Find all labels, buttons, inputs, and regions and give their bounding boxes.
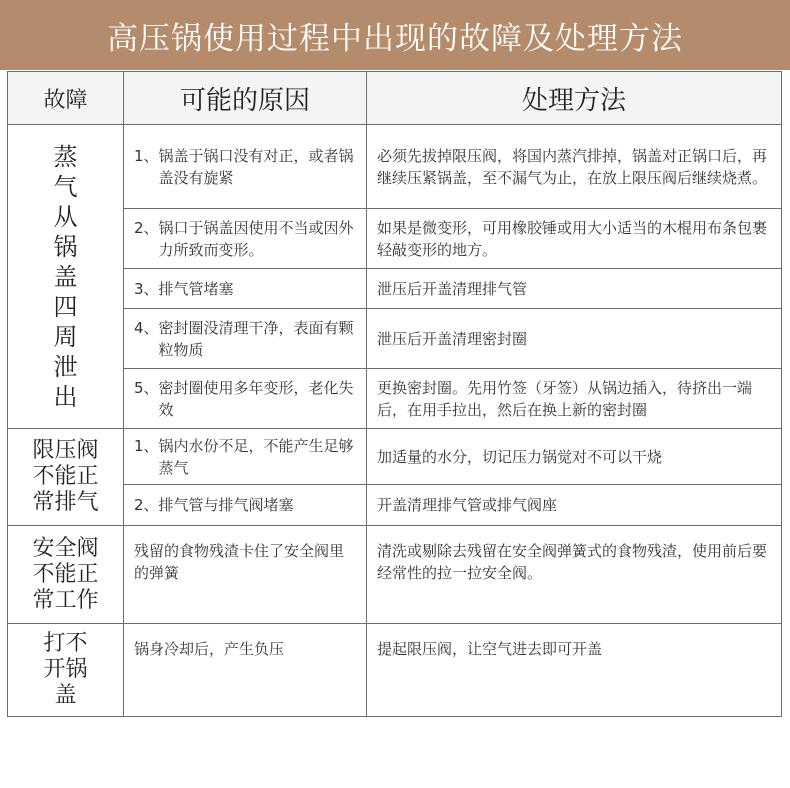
cause-cell	[124, 269, 367, 309]
table-row	[8, 209, 782, 269]
cause-number: 2、	[134, 496, 159, 514]
table-row	[8, 429, 782, 485]
cause-cell	[124, 209, 367, 269]
header-cause: 可能的原因	[124, 72, 367, 125]
fault-label: 限压阀不能正常排气	[32, 438, 99, 515]
fault-label: 安全阀不能正常工作	[32, 535, 99, 613]
solution-cell: 泄压后开盖清理排气管	[367, 269, 782, 309]
table-row	[8, 309, 782, 369]
fault-table	[7, 71, 782, 717]
header-row	[8, 72, 782, 125]
cause-number: 5、	[134, 378, 159, 397]
cause-cell	[124, 125, 367, 209]
solution-cell: 加适量的水分，切记压力锅觉对不可以干烧	[367, 429, 782, 485]
cause-cell	[124, 309, 367, 369]
cause-text: 锅口于锅盖因使用不当或因外力所致而变形。	[158, 218, 354, 259]
fault-label: 蒸气从锅盖四周泄出	[53, 142, 78, 411]
solution-cell: 必须先拔掉限压阀，将国内蒸汽排掉，锅盖对正锅口后，再继续压紧锅盖，至不漏气为止，在放上限压阀后继续烧煮。	[367, 125, 782, 209]
solution-cell: 清洗或剔除去残留在安全阀弹簧式的食物残渣，使用前后要经常性的拉一拉安全阀。	[367, 526, 782, 624]
cause-text: 密封圈使用多年变形，老化失效	[158, 378, 354, 419]
table-row	[8, 485, 782, 526]
fault-label: 打不开锅盖	[43, 631, 88, 708]
fault-category	[8, 624, 124, 717]
cause-number: 3、	[134, 279, 159, 298]
cause-number: 2、	[134, 218, 159, 237]
page-title: 高压锅使用过程中出现的故障及处理方法	[107, 20, 683, 57]
cause-cell	[124, 369, 367, 429]
fault-category	[8, 526, 124, 624]
cause-number: 1、	[134, 436, 159, 455]
solution-cell: 更换密封圈。先用竹签（牙签）从锅边插入，待挤出一端后，在用手拉出，然后在换上新的密封圈	[367, 369, 782, 429]
cause-cell	[124, 429, 367, 485]
cause-text: 排气管堵塞	[158, 279, 234, 298]
header-fault: 故障	[8, 72, 124, 125]
fault-category	[8, 429, 124, 526]
cause-number: 1、	[134, 146, 159, 165]
table-row	[8, 526, 782, 624]
cause-cell: 残留的食物残渣卡住了安全阀里的弹簧	[124, 526, 367, 624]
cause-text: 锅内水份不足，不能产生足够蒸气	[158, 436, 354, 477]
cause-text: 排气管与排气阀堵塞	[158, 496, 294, 514]
title-bar	[0, 0, 790, 70]
cause-number: 4、	[134, 318, 159, 337]
cause-text: 密封圈没清理干净，表面有颗粒物质	[158, 318, 354, 359]
cause-text: 锅盖于锅口没有对正，或者锅盖没有旋紧	[158, 146, 354, 187]
table-row	[8, 369, 782, 429]
table-row	[8, 269, 782, 309]
table-row	[8, 624, 782, 717]
solution-cell: 如果是微变形，可用橡胶锤或用大小适当的木棍用布条包裹轻敲变形的地方。	[367, 209, 782, 269]
cause-cell: 锅身冷却后，产生负压	[124, 624, 367, 717]
fault-category	[8, 125, 124, 429]
header-solution: 处理方法	[367, 72, 782, 125]
cause-cell	[124, 485, 367, 526]
table-row	[8, 125, 782, 209]
solution-cell: 开盖清理排气管或排气阀座	[367, 485, 782, 526]
solution-cell: 提起限压阀，让空气进去即可开盖	[367, 624, 782, 717]
solution-cell: 泄压后开盖清理密封圈	[367, 309, 782, 369]
